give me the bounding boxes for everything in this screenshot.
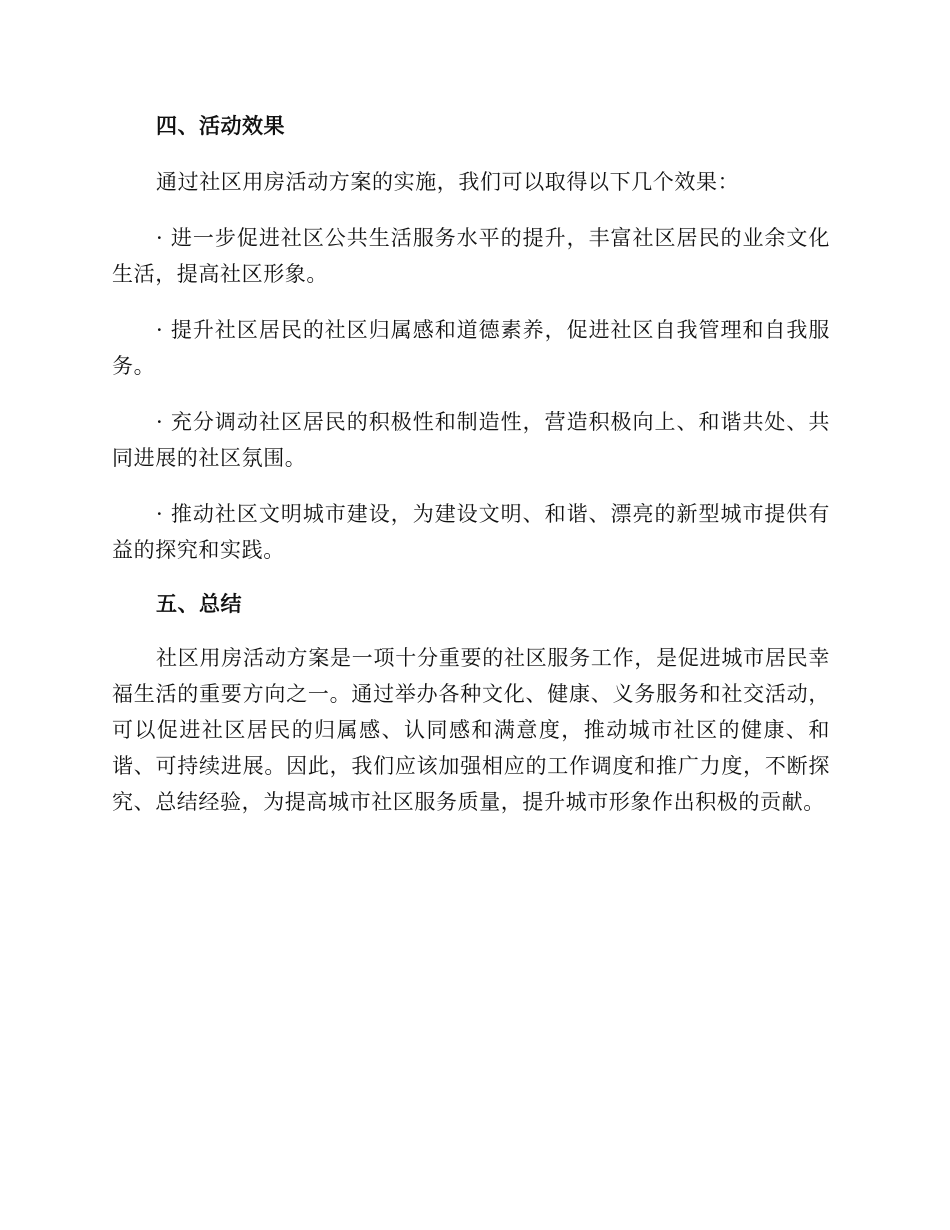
section-4-heading: 四、活动效果	[156, 114, 285, 138]
section-4-intro: 通过社区用房活动方案的实施，我们可以取得以下几个效果：	[156, 170, 740, 194]
section-4-bullet-3: · 充分调动社区居民的积极性和制造性，营造积极向上、和谐共处、共同进展的社区氛围。	[112, 410, 830, 470]
section-4-bullet-4: · 推动社区文明城市建设，为建设文明、和谐、漂亮的新型城市提供有益的探究和实践。	[112, 502, 830, 562]
section-4-bullet-2: · 提升社区居民的社区归属感和道德素养，促进社区自我管理和自我服务。	[112, 318, 830, 378]
section-5-body: 社区用房活动方案是一项十分重要的社区服务工作，是促进城市居民幸福生活的重要方向之一。通过举办各种文化、健康、义务服务和社交活动，可以促进社区居民的归属感、认同感和满意度，推动城市社区的健康、和谐、可持续进展。因此，我们应该加强相应的工作调度和推广力度，不断探究、总结经验，为提高城市社区服务质量，提升城市形象作出积极的贡献。	[112, 646, 830, 814]
document-page	[112, 108, 830, 820]
section-4-bullet-1: · 进一步促进社区公共生活服务水平的提升，丰富社区居民的业余文化生活，提高社区形象。	[112, 226, 830, 286]
section-5-heading: 五、总结	[156, 592, 242, 616]
